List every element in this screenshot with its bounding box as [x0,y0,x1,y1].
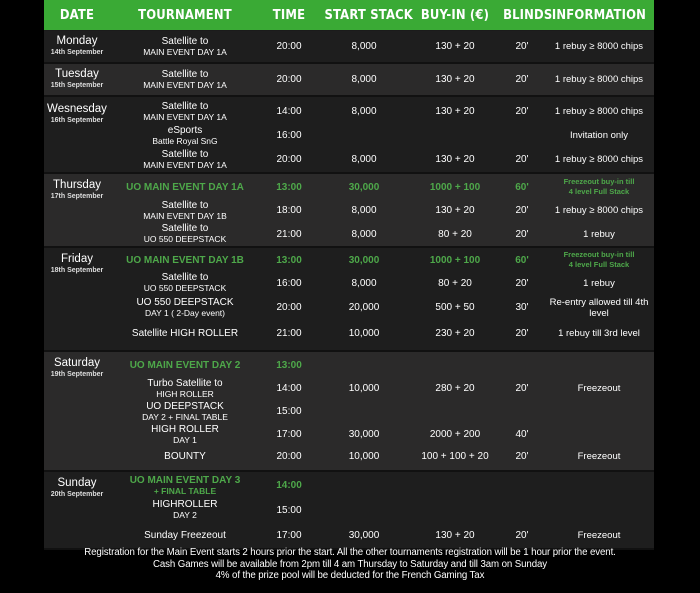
day-date: 17th September [50,193,104,200]
table-row [110,473,654,498]
tournament-title: UO MAIN EVENT DAY 1B [126,254,244,266]
time-cell: 17:00 [276,529,302,541]
start-stack-cell: 30,000 [348,181,380,193]
tournament-title: Satellite to [161,199,209,211]
time-cell: 14:00 [276,480,302,491]
day-date: 16th September [50,117,104,124]
time-cell: 21:00 [276,228,302,240]
start-stack-cell: 30,000 [348,529,380,541]
blinds-cell: 20' [515,450,529,462]
header-buy-in: BUY-IN (€) [420,7,490,23]
header-information: INFORMATION [551,7,647,23]
tournament-subtitle: DAY 1 [173,434,197,445]
tournament-subtitle: MAIN EVENT DAY 1A [143,159,227,170]
day-block-monday [44,31,654,64]
buy-in-cell: 80 + 20 [438,277,472,289]
tournament-title: BOUNTY [164,450,206,462]
tournament-cell [110,451,260,462]
day-name: Saturday [53,357,101,369]
tournament-cell [110,223,260,245]
information-cell: Freezeout [577,529,621,541]
table-row [110,522,654,548]
tournament-subtitle: DAY 1 ( 2-Day event) [145,307,225,318]
buy-in-cell: 130 + 20 [435,106,475,117]
tournament-title: eSports [167,124,203,136]
tournament-subtitle: Battle Royal SnG [152,135,218,146]
tournament-cell [110,125,260,147]
day-label [44,99,110,172]
day-block-sunday [44,472,654,550]
table-row [110,31,654,62]
tournament-cell [110,424,260,446]
tournament-cell [110,149,260,171]
events-list [110,99,654,172]
information-cell: Freezeout [577,383,621,394]
day-name: Monday [56,35,98,47]
tournament-title: Satellite HIGH ROLLER [131,327,239,339]
events-list [110,31,654,62]
information-cell: Re-entry allowed till 4th level [549,296,649,319]
tournament-cell [110,378,260,400]
day-label [44,64,110,95]
information-cell: 1 rebuy [583,277,615,289]
tournament-title: HIGH ROLLER [151,423,219,435]
information-line-1: Freezeout buy-in till [563,177,635,186]
time-cell: 18:00 [276,205,302,216]
day-label [44,249,110,346]
time-cell: 20:00 [276,450,302,462]
tournament-subtitle: DAY 2 + FINAL TABLE [142,411,228,422]
header-tournament: TOURNAMENT [138,7,232,23]
blinds-cell: 60' [515,254,529,266]
information-cell [544,177,654,197]
footer-notes [0,547,700,582]
start-stack-cell: 8,000 [351,74,377,85]
time-cell: 20:00 [276,302,302,313]
start-stack-cell: 30,000 [348,429,380,440]
blinds-cell: 20' [515,106,529,117]
information-cell: 1 rebuy ≥ 8000 chips [554,154,644,165]
blinds-cell: 20' [515,277,529,289]
events-list [110,353,654,466]
start-stack-cell: 10,000 [348,450,380,462]
tournament-title: Satellite to [161,68,209,80]
footer-tax-note: 4% of the prize pool will be deducted for the French Gaming Tax [215,570,485,581]
blinds-cell: 20' [515,154,529,165]
tournament-subtitle: DAY 2 [173,510,197,520]
information-cell: 1 rebuy [583,228,615,240]
information-cell: 1 rebuy ≥ 8000 chips [554,205,644,216]
day-block-friday [44,248,654,352]
information-line-1: Freezeout buy-in till [563,250,635,259]
day-block-saturday [44,352,654,472]
tournament-subtitle: UO 550 DEEPSTACK [143,234,227,244]
time-cell: 14:00 [276,106,302,117]
buy-in-cell: 230 + 20 [435,327,475,339]
tournament-cell [110,475,260,497]
start-stack-cell: 8,000 [351,228,377,240]
header-blinds: BLINDS [503,7,553,23]
day-name: Tuesday [55,68,99,80]
information-line-2: 4 level Full Stack [568,187,630,196]
day-blocks [44,31,654,550]
tournament-cell [110,328,260,339]
day-date: 18th September [50,267,104,274]
information-cell: 1 rebuy ≥ 8000 chips [554,106,644,117]
buy-in-cell: 1000 + 100 [429,181,481,193]
table-row [110,377,654,400]
blinds-cell: 20' [515,327,529,339]
start-stack-cell: 30,000 [348,254,380,266]
buy-in-cell: 130 + 20 [435,205,475,216]
time-cell: 20:00 [276,74,302,85]
footer-cash-games-note: Cash Games will be available from 2pm till 4 am Thursday to Saturday and till 3am on Sunday [152,558,548,570]
table-row [110,64,654,95]
tournament-title: UO DEEPSTACK [146,400,224,412]
start-stack-cell: 10,000 [348,327,380,339]
table-row [110,446,654,466]
buy-in-cell: 130 + 20 [435,154,475,165]
events-list [110,249,654,346]
tournament-title: Satellite to [161,223,209,234]
events-list [110,175,654,246]
tournament-title: Satellite to [161,100,209,112]
day-label [44,31,110,62]
time-cell: 17:00 [276,429,302,440]
time-cell: 13:00 [276,359,302,371]
tournament-title: UO MAIN EVENT DAY 1A [126,181,244,193]
time-cell: 16:00 [276,277,302,289]
buy-in-cell: 130 + 20 [435,74,475,85]
tournament-title: Turbo Satellite to [147,377,223,389]
tournament-subtitle: MAIN EVENT DAY 1A [143,46,227,57]
tournament-cell [110,69,260,91]
time-cell: 20:00 [276,41,302,52]
tournament-cell [110,101,260,123]
information-line-2: 4 level Full Stack [568,260,630,269]
table-row [110,423,654,446]
footer-registration-note: Registration for the Main Event starts 2 hours prior the start. All the other tournaments registration will be 1 hour prior the event. [84,547,616,558]
tournament-cell [110,360,260,371]
start-stack-cell: 8,000 [351,41,377,52]
time-cell: 16:00 [276,130,302,141]
start-stack-cell: 20,000 [348,302,380,313]
tournament-title: HIGHROLLER [152,499,218,510]
table-row [110,147,654,172]
table-row [110,199,654,222]
table-row [110,295,654,320]
start-stack-cell: 8,000 [351,154,377,165]
day-date: 14th September [50,49,104,56]
day-name: Wesnesday [47,103,107,115]
information-cell: 1 rebuy ≥ 8000 chips [554,74,644,85]
day-label [44,175,110,246]
tournament-title: UO MAIN EVENT DAY 3 [129,474,241,486]
blinds-cell: 30' [515,302,529,313]
information-cell: 1 rebuy ≥ 8000 chips [554,41,644,52]
tournament-title: Satellite to [161,272,209,283]
start-stack-cell: 8,000 [351,106,377,117]
tournament-title: Satellite to [161,148,209,160]
time-cell: 15:00 [276,406,302,417]
start-stack-cell: 8,000 [351,277,377,289]
table-row [110,400,654,423]
day-date: 15th September [50,82,104,89]
blinds-cell: 20' [515,228,529,240]
day-date: 20th September [50,491,104,498]
table-row [110,175,654,199]
table-row [110,498,654,522]
buy-in-cell: 80 + 20 [438,228,472,240]
buy-in-cell: 2000 + 200 [429,429,481,440]
start-stack-cell: 8,000 [351,205,377,216]
blinds-cell: 20' [515,74,529,85]
table-row [110,249,654,271]
buy-in-cell: 100 + 100 + 20 [421,450,489,462]
buy-in-cell: 280 + 20 [435,383,475,394]
time-cell: 21:00 [276,327,302,339]
buy-in-cell: 130 + 20 [435,529,475,541]
start-stack-cell: 10,000 [348,383,380,394]
day-name: Friday [61,253,93,265]
blinds-cell: 20' [515,529,529,541]
day-date: 19th September [50,371,104,378]
table-row [110,320,654,346]
tournament-cell [110,530,260,541]
blinds-cell: 60' [515,181,529,193]
header-date: DATE [59,7,95,23]
table-row [110,353,654,377]
table-row [110,271,654,295]
table-row [110,99,654,124]
tournament-schedule-table [44,0,654,550]
table-row [110,222,654,246]
events-list [110,64,654,95]
day-name: Sunday [57,477,97,489]
blinds-cell: 40' [515,429,529,440]
table-header [44,0,654,31]
table-row [110,124,654,147]
time-cell: 13:00 [276,254,302,266]
tournament-cell [110,200,260,222]
tournament-subtitle: MAIN EVENT DAY 1B [143,210,227,221]
buy-in-cell: 130 + 20 [435,41,475,52]
tournament-subtitle: + FINAL TABLE [153,485,217,496]
information-cell: Freezeout [577,450,621,462]
day-block-thursday [44,174,654,248]
day-name: Thursday [53,179,101,191]
buy-in-cell: 1000 + 100 [429,254,481,266]
time-cell: 13:00 [276,181,302,193]
tournament-subtitle: MAIN EVENT DAY 1A [143,79,227,90]
tournament-title: UO 550 DEEPSTACK [136,296,234,308]
tournament-cell [110,499,260,521]
tournament-subtitle: HIGH ROLLER [156,388,214,399]
buy-in-cell: 500 + 50 [435,302,475,313]
tournament-cell [110,272,260,294]
tournament-subtitle: MAIN EVENT DAY 1A [143,111,227,122]
information-cell: Invitation only [569,130,629,141]
header-time: TIME [272,7,306,23]
tournament-cell [110,255,260,266]
tournament-cell [110,182,260,193]
tournament-subtitle: UO 550 DEEPSTACK [143,283,227,293]
blinds-cell: 20' [515,41,529,52]
events-list [110,473,654,548]
blinds-cell: 20' [515,205,529,216]
day-block-wesnesday [44,97,654,174]
time-cell: 15:00 [276,504,302,516]
day-block-tuesday [44,64,654,97]
tournament-cell [110,36,260,58]
time-cell: 14:00 [276,383,302,394]
blinds-cell: 20' [515,383,529,394]
information-cell [544,250,654,270]
tournament-title: Satellite to [161,35,209,47]
tournament-cell [110,297,260,319]
tournament-cell [110,401,260,423]
day-label [44,353,110,466]
tournament-title: Sunday Freezeout [144,529,226,541]
day-label [44,473,110,548]
tournament-title: UO MAIN EVENT DAY 2 [129,359,241,371]
information-cell: 1 rebuy till 3rd level [558,327,640,339]
header-start-stack: START STACK [324,7,413,23]
time-cell: 20:00 [276,154,302,165]
